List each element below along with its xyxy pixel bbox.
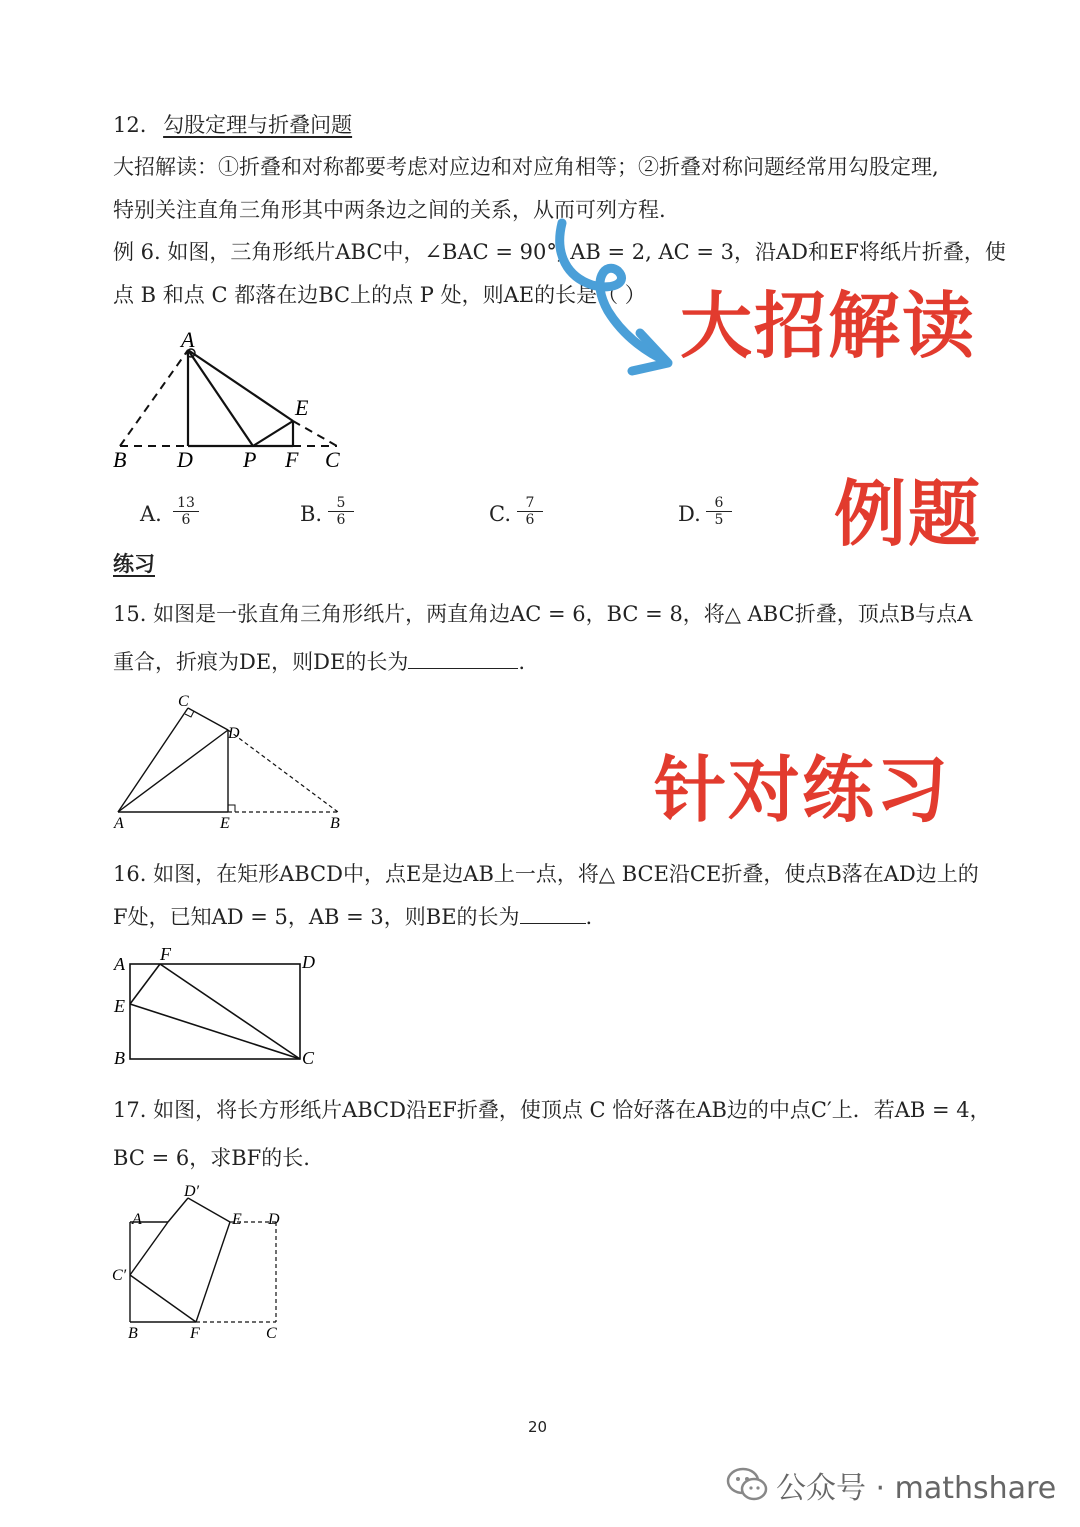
- q16-label-D: D: [302, 952, 315, 972]
- section-number: 12.: [113, 113, 147, 137]
- blue-arrow-icon: [540, 215, 680, 390]
- q15-label-D: D: [228, 725, 240, 742]
- example-line-1: 例 6. 如图，三角形纸片ABC中，∠BAC = 90°, AB = 2, AC = 3，沿AD和EF将纸片折叠，使: [113, 240, 1006, 264]
- q17-label-Dprime: D′: [184, 1183, 200, 1200]
- q16-line-1: 16. 如图，在矩形ABCD中，点E是边AB上一点，将△ BCE沿CE折叠，使点B落在AD边上的: [113, 862, 979, 886]
- q15-answer-blank[interactable]: [408, 668, 518, 669]
- label-C: C: [325, 447, 340, 472]
- option-b-letter: B.: [300, 502, 323, 526]
- q17-label-B: B: [128, 1325, 138, 1342]
- option-c-fraction: $\frac{7}{6}$: [517, 495, 543, 528]
- option-a-fraction: $\frac{13}{6}$: [173, 495, 199, 528]
- option-c-letter: C.: [489, 502, 511, 526]
- example-figure: [105, 325, 365, 475]
- q17-label-A: A: [132, 1211, 142, 1228]
- label-A: A: [181, 327, 195, 352]
- option-d-letter: D.: [678, 502, 701, 526]
- q17-line-1: 17. 如图，将长方形纸片ABCD沿EF折叠，使顶点 C 恰好落在AB边的中点C′上．若AB = 4，: [113, 1098, 991, 1122]
- label-B: B: [113, 447, 127, 472]
- q16-line-2: F处，已知AD = 5，AB = 3，则BE的长为 .: [113, 905, 593, 929]
- section-title: 勾股定理与折叠问题: [163, 113, 353, 137]
- wechat-icon: [726, 1466, 770, 1502]
- tip-line-2: 特别关注直角三角形其中两条边之间的关系，从而可列方程.: [113, 198, 666, 222]
- tip-line-1: 大招解读：①折叠和对称都要考虑对应边和对应角相等；②折叠对称问题经常用勾股定理,: [113, 155, 939, 179]
- example-line-2: 点 B 和点 C 都落在边BC上的点 P 处，则AE的长是（ ）: [113, 283, 646, 307]
- q15-label-A: A: [114, 815, 124, 832]
- label-E: E: [295, 395, 309, 420]
- annotation-example: 例题: [834, 472, 983, 556]
- q15-figure: [108, 690, 358, 835]
- option-d-fraction: $\frac{6}{5}$: [706, 495, 732, 528]
- q15-label-C: C: [178, 693, 189, 710]
- q16-label-F: F: [160, 944, 171, 964]
- q15-label-E: E: [220, 815, 230, 832]
- annotation-big-tip: 大招解读: [680, 284, 977, 368]
- q15-label-B: B: [330, 815, 340, 832]
- q16-label-B: B: [114, 1048, 125, 1068]
- q16-label-E: E: [114, 996, 125, 1016]
- q15-line-2: 重合，折痕为DE，则DE的长为 .: [113, 650, 526, 674]
- q17-label-D: D: [268, 1211, 280, 1228]
- label-P: P: [243, 447, 257, 472]
- q17-figure: [108, 1180, 298, 1345]
- q17-label-F: F: [190, 1325, 200, 1342]
- q16-answer-blank[interactable]: [520, 923, 586, 924]
- label-F: F: [285, 447, 299, 472]
- q16-label-C: C: [302, 1048, 315, 1068]
- footer-account: 公众号 · mathshare: [776, 1471, 1057, 1506]
- q17-label-C: C: [266, 1325, 277, 1342]
- q15-line-1: 15. 如图是一张直角三角形纸片，两直角边AC = 6，BC = 8，将△ ABC折叠，顶点B与点A: [113, 602, 973, 626]
- q17-label-E: E: [232, 1211, 242, 1228]
- option-b-fraction: $\frac{5}{6}$: [328, 495, 354, 528]
- q16-label-A: A: [114, 954, 125, 974]
- q17-label-Cprime: C′: [112, 1267, 127, 1284]
- q17-line-2: BC = 6，求BF的长.: [113, 1146, 310, 1170]
- label-D: D: [177, 447, 193, 472]
- page-number: 20: [528, 1418, 548, 1436]
- annotation-practice: 针对练习: [654, 748, 951, 832]
- option-a-letter: A.: [140, 502, 162, 526]
- practice-heading: 练习: [113, 551, 155, 576]
- q16-figure: [108, 942, 328, 1072]
- section-heading: [113, 111, 352, 139]
